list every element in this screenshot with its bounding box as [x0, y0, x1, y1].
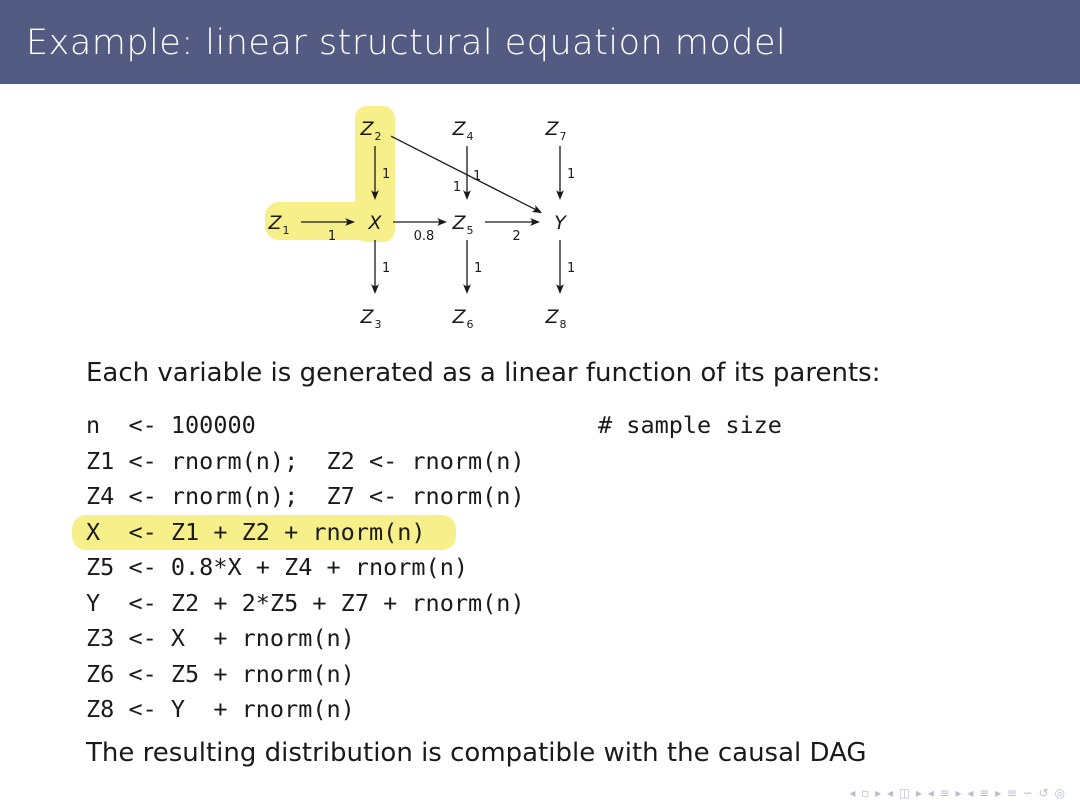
edge-weight: 0.8 — [413, 229, 435, 244]
code-comment: # sample size — [598, 411, 782, 439]
node-z1: $Z_1$ — [268, 212, 290, 237]
edge-weight: 1 — [382, 261, 391, 276]
edge-z4-to-z5 — [463, 146, 481, 200]
code-text: n <- 100000 — [86, 411, 256, 439]
edge-line — [391, 136, 537, 210]
node-z5: $Z_5$ — [452, 212, 474, 237]
code-line — [86, 408, 846, 444]
node-z3: $Z_3$ — [360, 306, 382, 331]
edge-weight: 1 — [327, 229, 337, 244]
code-text: Z4 <- rnorm(n); Z7 <- rnorm(n) — [86, 482, 525, 510]
edge-weight: 1 — [473, 169, 482, 184]
code-line — [86, 621, 846, 657]
node-z7: $Z_7$ — [545, 118, 567, 143]
edge-weight: 1 — [452, 180, 462, 195]
node-x: X — [368, 212, 382, 234]
code-line — [86, 550, 846, 586]
intro-text: Each variable is generated as a linear function of its parents: — [86, 358, 881, 388]
code-text: Z5 <- 0.8*X + Z4 + rnorm(n) — [86, 553, 469, 581]
node-z4: $Z_4$ — [452, 118, 474, 143]
code-text: Y <- Z2 + 2*Z5 + Z7 + rnorm(n) — [86, 588, 525, 617]
code-line — [86, 657, 846, 693]
code-text: Z3 <- X + rnorm(n) — [86, 624, 355, 652]
edge-weight: 1 — [567, 261, 576, 276]
node-z8: $Z_8$ — [545, 306, 567, 331]
node-y: Y — [554, 212, 566, 234]
code-line — [86, 692, 846, 728]
edge-weight: 1 — [567, 167, 576, 182]
edge-z7-to-y — [556, 146, 575, 200]
edge-weight: 2 — [512, 229, 521, 244]
edge-y-to-z8 — [556, 240, 575, 294]
code-text: X <- Z1 + Z2 + rnorm(n) — [86, 517, 426, 546]
code-text: Z6 <- Z5 + rnorm(n) — [86, 659, 355, 688]
code-line — [86, 444, 846, 480]
node-z6: $Z_6$ — [452, 306, 474, 331]
beamer-navigation-symbols[interactable]: ◂ ▫ ▸ ◂ ◫ ▸ ◂ ≡ ▸ ◂ ≡ ▸ ≡ ∽ ↺ ◎ — [849, 786, 1066, 800]
outro-text: The resulting distribution is compatible with the causal DAG — [86, 738, 867, 768]
causal-dag-diagram — [0, 0, 1080, 340]
edge-weight: 1 — [382, 167, 391, 182]
edge-weight: 1 — [474, 261, 483, 276]
code-text: Z8 <- Y + rnorm(n) — [86, 695, 355, 723]
code-line — [86, 479, 846, 515]
code-block — [86, 408, 846, 728]
edge-x-to-z5 — [393, 218, 447, 244]
slide-title: Example: linear structural equation model — [26, 23, 787, 63]
code-text: Z1 <- rnorm(n); Z2 <- rnorm(n) — [86, 446, 525, 475]
code-line-highlighted — [72, 515, 456, 551]
code-line — [86, 586, 846, 622]
edge-z5-to-y — [485, 218, 540, 244]
node-z2: $Z_2$ — [360, 118, 382, 143]
edge-x-to-z3 — [371, 240, 390, 294]
edge-z5-to-z6 — [463, 240, 482, 294]
